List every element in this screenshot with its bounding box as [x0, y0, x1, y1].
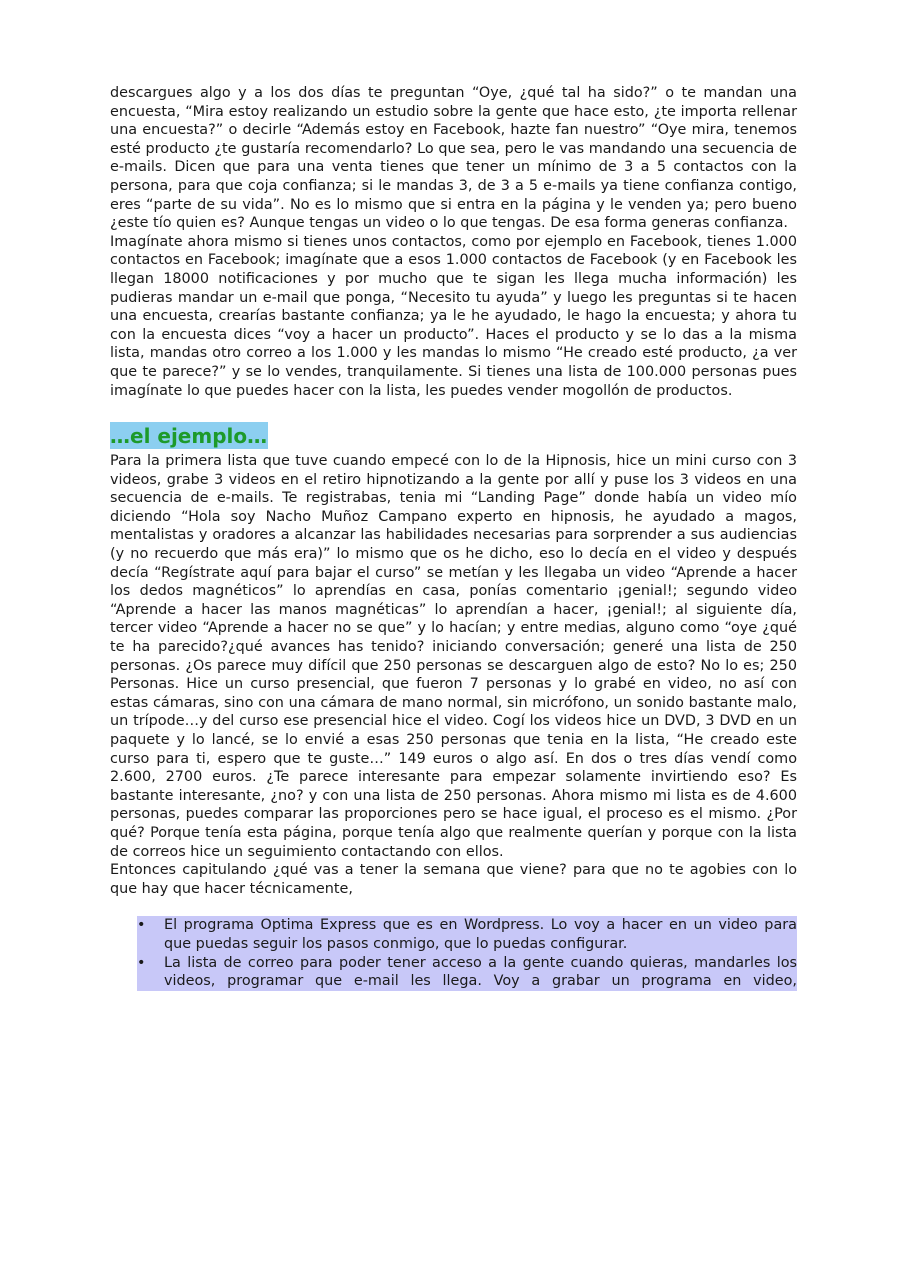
- list-item-text: La lista de correo para poder tener acceso a la gente cuando quieras, mandarles los videos, programar que e-mail les llega. Voy a grabar un programa en video,: [164, 954, 797, 990]
- paragraph-confianza: descargues algo y a los dos días te preguntan “Oye, ¿qué tal ha sido?” o te mandan una encuesta, “Mira estoy realizando un estudio sobre la gente que hace esto, ¿te importa rellenar una encuesta?” o decirle “Además estoy en Facebook, hazte fan nuestro” “Oye mira, tenemos esté producto ¿te gustaría recomendarlo? Lo que sea, pero le vas mandando una secuencia de e-mails. Dicen que para una venta tienes que tener un mínimo de 3 a 5 contactos con la persona, para que coja confianza; si le mandas 3, de 3 a 5 e-mails ya tiene confianza contigo, eres “parte de su vida”. No es lo mismo que si entra en la página y le venden ya; pero bueno ¿este tío quien es? Aunque tengas un video o lo que tengas. De esa forma generas confianza.: [110, 85, 797, 232]
- bullet-icon: •: [137, 954, 146, 971]
- bullet-icon: •: [137, 917, 146, 934]
- bullet-list: [110, 916, 797, 990]
- list-item-text: El programa Optima Express que es en Wordpress. Lo voy a hacer en un video para que puedas seguir los pasos conmigo, que lo puedas configurar.: [164, 917, 797, 952]
- paragraph-facebook-contactos: Imagínate ahora mismo si tienes unos contactos, como por ejemplo en Facebook, tienes 1.000 contactos en Facebook; imagínate que a esos 1.000 contactos de Facebook (y en Facebook les llegan 18000 notificaciones y por mucho que te sigan les llega mucha información) les pudieras mandar un e-mail que ponga, “Necesito tu ayuda” y luego les preguntas si te hacen una encuesta, crearías bastante confianza; ya le he ayudado, le hago la encuesta; y ahora tu con la encuesta dices “voy a hacer un producto”. Haces el producto y se lo das a la misma lista, mandas otro correo a los 1.000 y les mandas lo mismo “He creado esté producto, ¿a ver que te parece?” y se lo vendes, tranquilamente. Si tienes una lista de 100.000 personas pues imagínate lo que puedes hacer con la lista, les puedes vender mogollón de productos.: [110, 233, 797, 399]
- document-page: [110, 84, 797, 991]
- paragraph-capitulando: Entonces capitulando ¿qué vas a tener la semana que viene? para que no te agobies con lo que hay que hacer técnicamente,: [110, 862, 797, 897]
- section-heading: …el ejemplo…: [110, 424, 268, 449]
- paragraph-ejemplo-hipnosis: Para la primera lista que tuve cuando empecé con lo de la Hipnosis, hice un mini curso con 3 videos, grabe 3 videos en el retiro hipnotizando a la gente por allí y puse los 3 videos en una secuencia de e-mails. Te registrabas, tenia mi “Landing Page” donde había un video mío diciendo “Hola soy Nacho Muñoz Campano experto en hipnosis, he ayudado a magos, mentalistas y oradores a alcanzar las habilidades necesarias para sorprender a sus audiencias (y no recuerdo que más era)” lo mismo que os he dicho, eso lo decía en el video y después decía “Regístrate aquí para bajar el curso” se metían y les llegaba un video “Aprende a hacer los dedos magnéticos” lo aprendías en casa, ponías comentario ¡genial!; segundo video “Aprende a hacer las manos magnéticas” lo aprendían a hacer, ¡genial!; al siguiente día, tercer video “Aprende a hacer no se que” y lo hacían; y entre medias, alguno como “oye ¿qué te ha parecido?¿qué avances has tenido? iniciando conversación; generé una lista de 250 personas. ¿Os parece muy difícil que 250 personas se descarguen algo de esto? No lo es; 250 Personas. Hice un curso presencial, que fueron 7 personas y lo grabé en video, no así con estas cámaras, sino con una cámara de mano normal, sin micrófono, un sonido bastante malo, un trípode…y del curso ese presencial hice el video. Cogí los videos hice un DVD, 3 DVD en un paquete y lo lancé, se lo envié a esas 250 personas que tenia en la lista, “He creado este curso para ti, espero que te guste…” 149 euros o algo así. En dos o tres días vendí como 2.600, 2700 euros. ¿Te parece interesante para empezar solamente invirtiendo eso? Es bastante interesante, ¿no? y con una lista de 250 personas. Ahora mismo mi lista es de 4.600 personas, puedes comparar las proporciones pero se hace igual, el proceso es el mismo. ¿Por qué? Porque tenía esta página, porque tenía algo que realmente querían y porque con la lista de correos hice un seguimiento contactando con ellos.: [110, 453, 797, 860]
- list-item: [137, 954, 797, 991]
- list-item: [137, 916, 797, 953]
- section-heading-wrapper: [110, 422, 797, 452]
